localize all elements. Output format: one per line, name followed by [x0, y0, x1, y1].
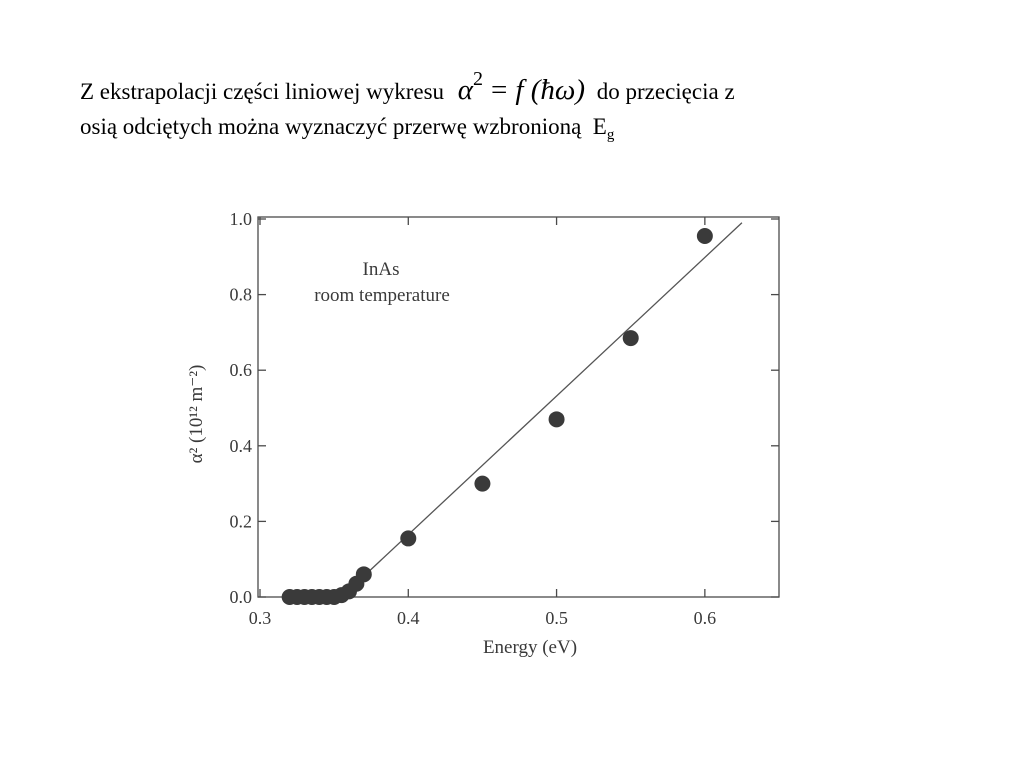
data-point — [400, 530, 416, 546]
x-axis-label: Energy (eV) — [482, 637, 578, 658]
band-gap-letter: E — [592, 114, 607, 139]
y-axis-ticks — [230, 209, 780, 607]
band-gap-subscript: g — [606, 127, 615, 143]
y-tick-label: 0.6 — [229, 360, 252, 381]
y-tick-label: 0.4 — [229, 435, 252, 456]
y-tick-label: 0.8 — [229, 284, 252, 305]
x-axis-ticks — [249, 217, 716, 628]
data-point — [474, 476, 490, 492]
data-point — [356, 566, 372, 582]
y-tick-label: 1.0 — [229, 209, 252, 229]
formula-alpha: α — [457, 74, 474, 106]
y-tick-label: 0.0 — [229, 587, 252, 607]
x-tick-label: 0.6 — [693, 608, 717, 628]
y-axis-label: α² (10¹² m⁻²) — [186, 364, 207, 464]
formula-exponent: 2 — [473, 68, 484, 90]
caption-text-line-2: osią odciętych można wyznaczyć przerwę wzbronioną — [80, 114, 582, 139]
data-point — [549, 411, 565, 427]
annotation-line-2: room temperature — [314, 285, 450, 306]
formula-equals: = — [491, 74, 508, 106]
plot-frame — [258, 217, 779, 597]
x-tick-label: 0.3 — [248, 608, 272, 628]
y-tick-label: 0.2 — [229, 511, 252, 532]
data-point — [697, 228, 713, 244]
caption-text-before-formula: Z ekstrapolacji części liniowej wykresu — [80, 79, 445, 104]
caption-text-after-formula: do przecięcia z — [596, 79, 735, 104]
data-point — [623, 330, 639, 346]
x-tick-label: 0.5 — [545, 608, 568, 628]
annotation-line-1: InAs — [362, 259, 400, 280]
x-tick-label: 0.4 — [397, 608, 420, 628]
formula-rhs: f (ħω) — [515, 74, 585, 106]
